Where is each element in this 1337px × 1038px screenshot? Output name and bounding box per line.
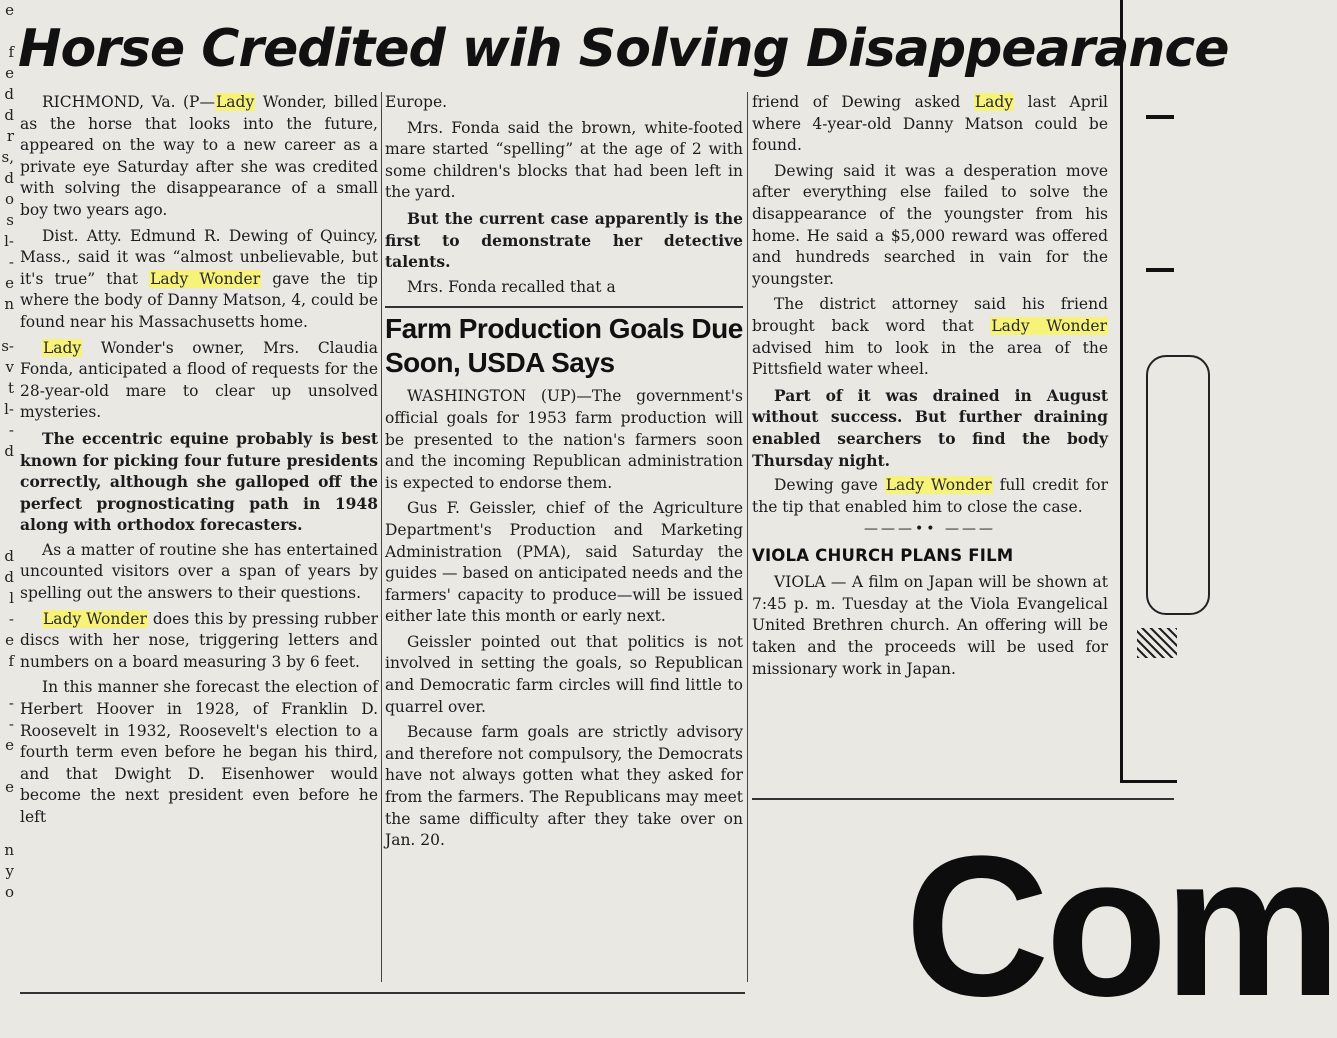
article-column-3 — [752, 92, 1108, 684]
margin-fragment: t — [7, 379, 14, 397]
margin-fragment: o — [4, 883, 14, 901]
highlighted-term: Lady — [216, 93, 255, 111]
margin-fragment: d — [4, 106, 14, 124]
ad-fragment-text: Com — [905, 815, 1337, 1038]
paragraph — [385, 722, 743, 852]
column-rule-2 — [747, 92, 748, 982]
highlighted-term: Lady — [974, 93, 1014, 111]
margin-fragment: d — [4, 169, 14, 187]
margin-fragment: e — [5, 778, 14, 796]
margin-fragment: - — [8, 421, 14, 439]
article-column-2 — [385, 92, 743, 856]
highlighted-term: Lady Wonder — [885, 476, 992, 495]
paragraph-text: last April where 4-year-old Danny Matson could be found. — [752, 93, 1108, 155]
paragraph-text: Gus F. Geissler, chief of the Agriculture Department's Production and Marketing Administration (PMA), said Saturday the guides — based on anticipated needs and the farmers' capacity to produce—will be issued either late this month or early next. — [385, 499, 743, 626]
paragraph-text: Wonder's owner, Mrs. Claudia Fonda, anticipated a flood of requests for the 28-year-old mare to clear up unsolved mysteries. — [20, 338, 378, 422]
paragraph-text: Europe. — [385, 93, 448, 111]
margin-fragment: l — [9, 589, 14, 607]
margin-fragment: f — [8, 652, 14, 670]
margin-fragment: o — [4, 190, 14, 208]
paragraph — [385, 277, 743, 299]
farm-article-body — [385, 386, 743, 851]
paragraph-text: Dist. Atty. Edmund R. Dewing of Quincy, Mass., said it was “almost unbelievable, but it's true” that — [20, 226, 378, 288]
margin-fragment: v — [5, 358, 14, 376]
paragraph-text: Dewing said it was a desperation move after everything else failed to solve the disappearance of the youngster from his home. He said a $5,000 reward was offered and hundreds searched in vain for the youngster. — [752, 161, 1108, 288]
margin-fragment: f — [8, 43, 14, 61]
paragraph — [752, 572, 1108, 680]
paragraph — [385, 118, 743, 204]
highlighted-term: Lady — [43, 338, 82, 357]
margin-fragment — [0, 798, 16, 819]
paragraph — [752, 385, 1108, 471]
margin-fragment — [0, 819, 16, 840]
paragraph-text: Dewing gave — [774, 476, 885, 495]
margin-fragment — [0, 504, 16, 525]
paragraph — [752, 475, 1108, 518]
paragraph — [752, 92, 1108, 157]
highlighted-term: Lady Wonder — [991, 316, 1107, 335]
margin-fragment: l- — [4, 400, 14, 418]
margin-fragment: e — [5, 274, 14, 292]
margin-fragment: s- — [1, 337, 14, 355]
paragraph — [752, 294, 1108, 380]
paragraph-text: RICHMOND, Va. (P— — [42, 93, 215, 111]
paragraph-text: friend of Dewing asked — [752, 93, 974, 111]
highlighted-term: Lady Wonder — [43, 609, 147, 628]
margin-fragment: e — [5, 631, 14, 649]
paragraph-text: Because farm goals are strictly advisory and therefore not compulsory, the Democrats have not always gotten what they asked for from the farmers. The Republicans may meet the same difficulty after they take over on Jan. 20. — [385, 723, 743, 850]
lady-wonder-conclusion — [752, 92, 1108, 518]
margin-fragment: d — [4, 85, 14, 103]
paragraph — [385, 386, 743, 494]
paragraph-text: But the current case apparently is the first to demonstrate her detective talents. — [385, 208, 743, 272]
margin-fragment — [0, 672, 16, 693]
paragraph-text: Part of it was drained in August without success. But further draining enabled searchers to find the body Thursday night. — [752, 385, 1108, 470]
paragraph — [385, 92, 743, 114]
paragraph-text: VIOLA — A film on Japan will be shown at 7:45 p. m. Tuesday at the Viola Evangelical United Brethren church. An offering will be taken and the proceeds will be used for missionary work in Japan. — [752, 573, 1108, 678]
margin-fragment: - — [8, 694, 14, 712]
ad-bar — [1146, 268, 1174, 272]
ad-bar — [1146, 115, 1174, 119]
paragraph-text: As a matter of routine she has entertained uncounted visitors over a span of years by spelling out the answers to their questions. — [20, 540, 378, 603]
column-rule-1 — [381, 92, 382, 982]
margin-fragment: s — [6, 211, 14, 229]
farm-headline: Farm Production Goals Due Soon, USDA Says — [385, 313, 743, 379]
left-margin-fragments — [0, 0, 16, 1014]
margin-fragment — [0, 756, 16, 777]
paragraph — [385, 498, 743, 628]
margin-fragment: y — [5, 862, 14, 880]
paragraph-text: full credit for the tip that enabled him to close the case. — [752, 476, 1108, 516]
paragraph — [385, 632, 743, 718]
paragraph-text: Geissler pointed out that politics is not involved in setting the goals, so Republican and Democratic farm circles will find little to quarrel over. — [385, 632, 743, 716]
margin-fragment — [0, 315, 16, 336]
margin-fragment: r — [6, 127, 14, 145]
paragraph-text: Mrs. Fonda recalled that a — [407, 277, 616, 296]
paragraph-text: gave the tip where the body of Danny Matson, 4, could be found near his Massachusetts home. — [20, 269, 378, 331]
paragraph — [20, 540, 378, 605]
margin-fragment: d — [4, 568, 14, 586]
paragraph — [20, 226, 378, 334]
paragraph-text: Wonder, billed as the horse that looks into the future, appeared on the way to a new career as a private eye Saturday after she was credited with solving the disappearance of a small boy two years ago. — [20, 93, 378, 219]
bottom-rule-right — [752, 798, 1174, 800]
margin-fragment: - — [8, 610, 14, 628]
bottom-rule-left — [20, 992, 745, 994]
margin-fragment: s, — [1, 148, 14, 166]
paragraph — [20, 338, 378, 424]
highlighted-term: Lady Wonder — [150, 269, 261, 288]
paragraph-text: advised him to look in the area of the Pittsfield water wheel. — [752, 338, 1108, 379]
margin-fragment: n — [4, 295, 14, 313]
headline: Horse Credited wih Solving Disappearance — [18, 19, 1229, 79]
story-end-divider: ———•• ——— — [864, 521, 996, 538]
paragraph-text: In this manner she forecast the election of Herbert Hoover in 1928, of Franklin D. Roosevelt in 1932, Roosevelt's election to a fourth term even before he began his third, and that Dwight D. Eisenhower would become the next president even before he left — [20, 678, 378, 826]
paragraph — [20, 92, 378, 222]
viola-article-body — [752, 572, 1108, 680]
margin-fragment — [0, 462, 16, 483]
paragraph-text: The district attorney said his friend brought back word that — [752, 295, 1108, 335]
paragraph — [20, 428, 378, 536]
ad-frame — [1146, 355, 1210, 615]
margin-fragment: - — [8, 715, 14, 733]
margin-fragment: l- — [4, 232, 14, 250]
viola-headline: VIOLA CHURCH PLANS FILM — [752, 546, 1014, 566]
margin-fragment: - — [8, 253, 14, 271]
margin-fragment — [0, 483, 16, 504]
paragraph — [20, 677, 378, 828]
paragraph — [385, 208, 743, 273]
margin-fragment — [0, 21, 16, 42]
margin-fragment: e — [5, 1, 14, 19]
paragraph-text: Mrs. Fonda said the brown, white-footed mare started “spelling” at the age of 2 with some children's blocks that had been left in the yard. — [385, 118, 743, 202]
lady-wonder-continuation — [385, 92, 743, 298]
paragraph — [20, 609, 378, 674]
margin-fragment: d — [4, 547, 14, 565]
paragraph-text: WASHINGTON (UP)—The government's official goals for 1953 farm production will be presented to the nation's farmers soon and the incoming Republican administration is expected to endorse them. — [385, 387, 743, 492]
ad-hatch — [1137, 628, 1177, 658]
section-divider — [385, 306, 743, 308]
margin-fragment: e — [5, 736, 14, 754]
margin-fragment — [0, 525, 16, 546]
article-column-1 — [20, 92, 378, 833]
paragraph — [752, 161, 1108, 291]
margin-fragment: n — [4, 841, 14, 859]
paragraph-text: does this by pressing rubber discs with her nose, triggering letters and numbers on a board measuring 3 by 6 feet. — [20, 609, 378, 671]
margin-fragment: d — [4, 442, 14, 460]
margin-fragment: e — [5, 64, 14, 82]
paragraph-text: The eccentric equine probably is best known for picking four future presidents correctly, although she galloped off the perfect prognosticating path in 1948 along with orthodox forecasters. — [20, 428, 378, 535]
